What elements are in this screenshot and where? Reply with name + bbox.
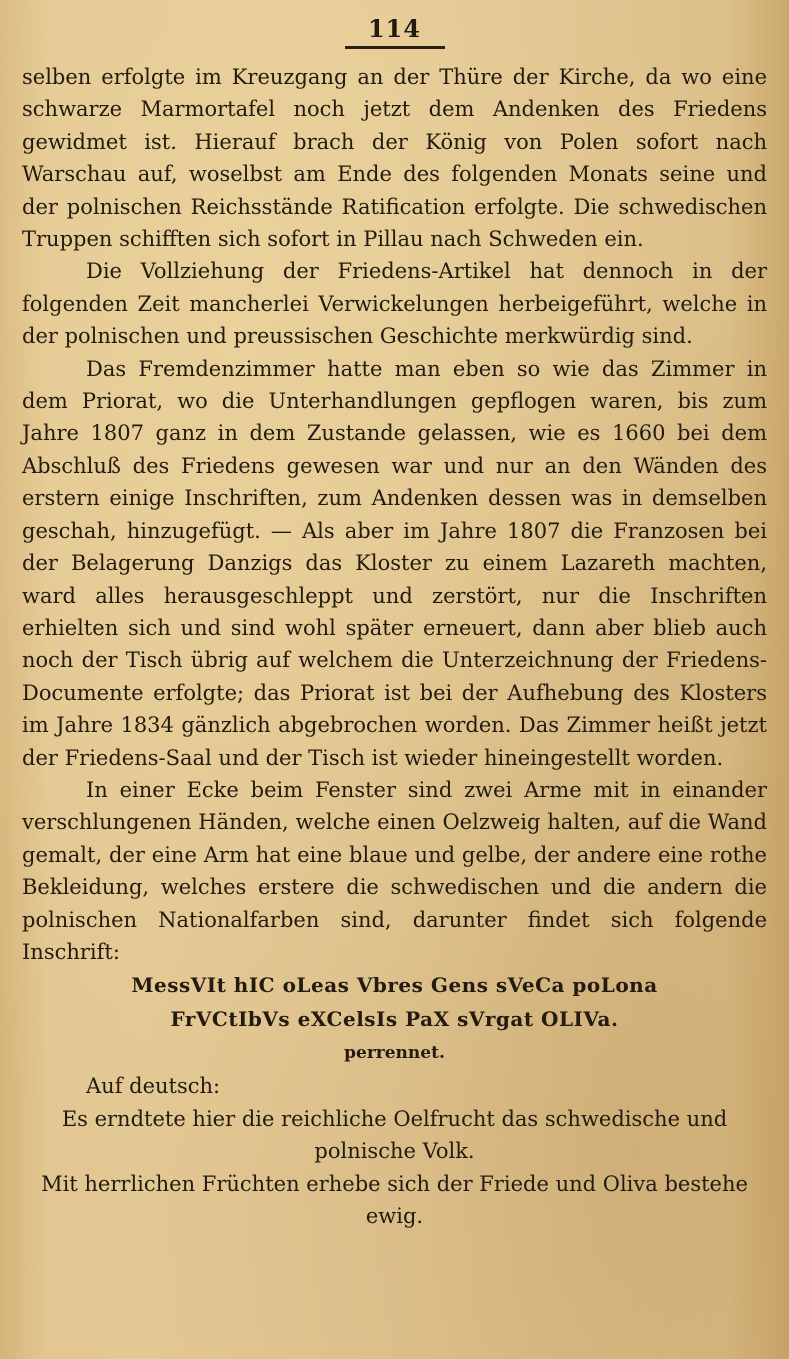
paragraph-painted-arms: In einer Ecke beim Fenster sind zwei Arme mit in einander verschlungenen Händen, welche einen Oelzweig halten, auf die Wand gemalt, der eine Arm hat eine blaue und gelbe, der andere eine rothe Bekleidung, welches erstere die schwedischen und die andern die polnischen Nationalfarben sind, darunter findet sich folgende Inschrift: xyxy=(22,777,767,964)
paragraph-guest-room: Das Fremdenzimmer hatte man eben so wie das Zimmer in dem Priorat, wo die Unterhandlungen gepflogen waren, bis zum Jahre 1807 ganz in dem Zustande gelassen, wie es 1660 bei dem Abschluß des Friedens gewesen war und nur an den Wänden des erstern einige Inschriften, zum Andenken dessen was in demselben geschah, hinzugefügt. — Als aber im Jahre 1807 die Franzosen bei der Belagerung Danzigs das Kloster zu einem Lazareth machten, ward alles herausgeschleppt und zerstört, nur die Inschriften erhielten sich und sind wohl später erneuert, dann aber blieb auch noch der Tisch übrig auf welchem die Unterzeichnung der Friedens-Documente erfolgte; das Priorat ist bei der Aufhebung des Klosters im Jahre 1834 gänzlich abgebrochen worden. Das Zimmer heißt jetzt der Friedens-Saal und der Tisch ist wieder hineingestellt worden. xyxy=(22,356,767,770)
paragraph-continuation: selben erfolgte im Kreuzgang an der Thüre der Kirche, da wo eine schwarze Marmortafel noch jetzt dem Andenken des Friedens gewidmet ist. Hierauf brach der König von Polen sofort nach Warschau auf, woselbst am Ende des folgenden Monats seine und der polnischen Reichsstände Ratification erfolgte. Die schwedischen Truppen schifften sich sofort in Pillau nach Schweden ein. xyxy=(22,65,767,252)
paragraph-peace-articles: Die Vollziehung der Friedens-Artikel hat dennoch in der folgenden Zeit mancherlei Verwickelungen herbeigeführt, welche in der polnischen und preussischen Geschichte merkwürdig sind. xyxy=(22,259,767,349)
page-number-rule xyxy=(345,46,445,49)
body-text xyxy=(22,61,767,1232)
translation-line-1: Es erndtete hier die reichliche Oelfrucht das schwedische und polnische Volk. xyxy=(61,1106,728,1164)
page-number: 114 xyxy=(367,14,422,43)
inscription-line-3: perrennet. xyxy=(344,1043,445,1064)
inscription-line-1: MessVIt hIC oLeas Vbres Gens sVeCa poLona xyxy=(131,973,658,998)
inscription-line-2: FrVCtIbVs eXCelsIs PaX sVrgat OLIVa. xyxy=(170,1007,619,1032)
translation-heading: Auf deutsch: xyxy=(86,1074,221,1099)
translation-line-2: Mit herrlichen Früchten erhebe sich der Friede und Oliva bestehe ewig. xyxy=(41,1171,748,1228)
